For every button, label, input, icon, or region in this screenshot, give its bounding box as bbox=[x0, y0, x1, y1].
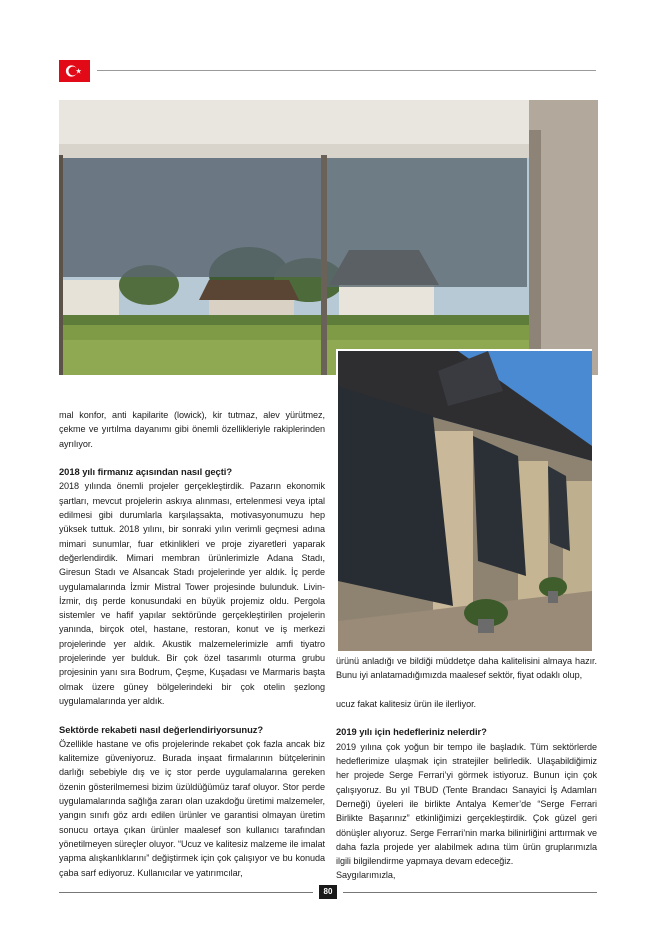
continued-paragraph-1: ürünü anladığı ve bildiği müddetçe daha kalitelisini almaya hazır. Bunu iyi anlatamadığımızda maalesef sektör, fiyat odaklı olup, bbox=[336, 656, 597, 681]
interior-blinds-photo bbox=[59, 100, 598, 375]
footer-rule-right bbox=[343, 892, 597, 893]
closing-line: Saygılarımızla, bbox=[336, 870, 396, 881]
question-competition: Sektörde rekabeti nasıl değerlendiriyorsunuz? bbox=[59, 723, 264, 735]
question-2019: 2019 yılı için hedefleriniz nelerdir? bbox=[336, 726, 487, 738]
answer-2018: 2018 yılında önemli projeler gerçekleştirdik. Pazarın ekonomik şartları, mevcut projelerin askıya alınması, ertelenmesi veya iptal edilmesi gibi durumlarla karşılaşsakta, motivasyonumuzu hep yüksek tuttuk. 2018 yılını, bir sonraki yılın verimli geçmesi adına mimari sunumlar, fuar etkinlikleri ve proje ziyaretleri yaparak değerlendirdik. Mimari membran ürünlerimizle Adana Stadı, Giresun Stadı ve Alsancak Stadı projelerinde yer aldık. İç perde uygulamalarında İzmir Mistral Tower projesinde bulunduk. Livin-İzmir, dış perde konusundaki en büyük projemiz oldu. Pergola sistemler ve hafif yapılar sektöründe gerçekleştirilen projelerin yanında, birçok otel, hastane, restoran, konut ve iş merkezi projelerinde yer aldık. Akustik malzemelerimizle amfi tiyatro projelerinde yer bulduk. Bir çok özel tasarımlı oturma grubu projesinin yanı sıra Bodrum, Çeşme, Kuşadası ve Marmaris başta olmak üzere güney bölgelerindeki bir çok otelin şezlong uygulamalarında yer aldık. bbox=[59, 481, 325, 706]
answer-competition: Özellikle hastane ve ofis projelerinde rekabet çok fazla ancak biz kalitemize güveniyoruz. Burada inşaat firmalarının bütçelerinin darlığı sebebiyle dış ve iç stor perde uygulamalarına gereken özenin gösterilmemesi bizim üzüldüğümüz taraf oluyor. Stor perde uygulamalarında sağlığa zararı olan uzakdoğu üretimi malzemeler, yangın sınıfı göz ardı edilen ürünler ve garantisi olmayan üretim sonucu ortaya çıkan ürünler maalesef son kullanıcı tarafından yönetilmeyen süreçler oluyor. “Ucuz ve kalitesiz malzeme ile imalat yapma alışkanlıklarını” değiştirmek için çok çalışıyor ve bu konuda çaba sarf ediyoruz. Kullanıcılar ve yatırımcılar, bbox=[59, 738, 325, 878]
question-2018: 2018 yılı firmanız açısından nasıl geçti? bbox=[59, 466, 233, 478]
intro-paragraph: mal konfor, anti kapilarite (lowick), kir tutmaz, alev yürütmez, çekme ve yırtılma dayanımı gibi önemli özellikleriyle rakiplerinden ayrılıyor. bbox=[59, 410, 325, 449]
page-number: 80 bbox=[319, 885, 337, 899]
right-column-text bbox=[336, 654, 597, 883]
footer-rule-left bbox=[59, 892, 313, 893]
turkey-flag-icon bbox=[59, 60, 90, 82]
header-rule bbox=[97, 70, 596, 71]
left-column-text bbox=[59, 408, 325, 880]
answer-2019: 2019 yılına çok yoğun bir tempo ile başladık. Tüm sektörlerde hedeflerimize ulaşmak için stratejiler belirledik. Ulaşabildiğimiz her projede Serge Ferrari’yi görmek istiyoruz. Bunun için çok çalışıyoruz. Bu yıl TBUD (Tente Brandacı Sanayici İş Adamları Derneği) üyeleri ile birlikte Antalya Kemer’de “Serge Ferrari Birlikte Başarınız” etkinliğimizi gerçekleştirdik. Çok güzel geri dönüşler alıyoruz. Serge Ferrari’nin marka bilinirliğini arttırmak ve daha fazla projede yer alabilmek adına tüm ürün gruplarımızla ilgili bilgilendirme yapmaya devam edeceğiz. bbox=[336, 741, 597, 867]
continued-paragraph-2: ucuz fakat kalitesiz ürün ile ilerliyor. bbox=[336, 698, 477, 709]
awnings-building-photo bbox=[336, 349, 592, 651]
